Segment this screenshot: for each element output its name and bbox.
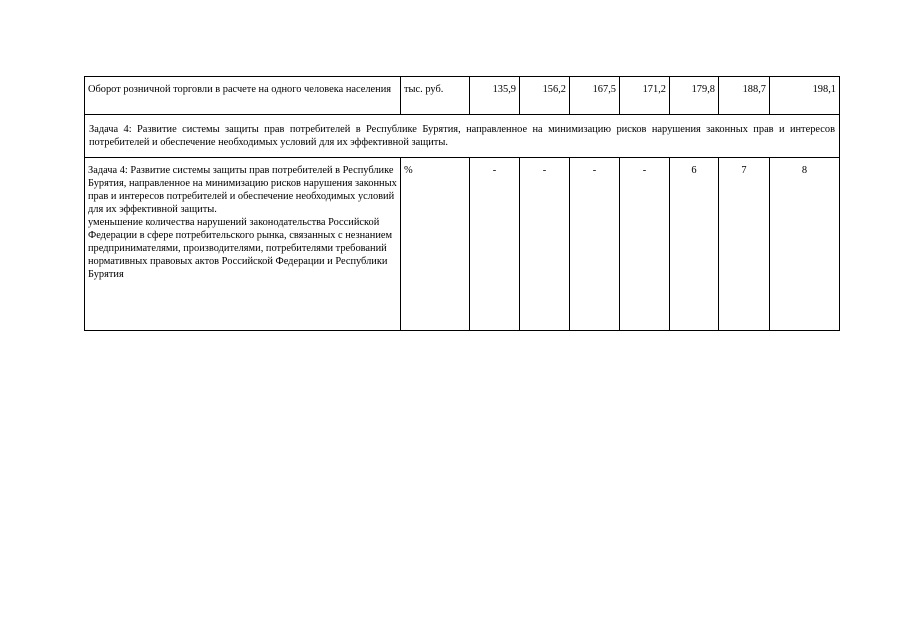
- value-cell: 171,2: [620, 77, 670, 115]
- indicators-table: [84, 76, 840, 331]
- value-cell: 179,8: [670, 77, 719, 115]
- value-cell: -: [470, 158, 520, 331]
- task-heading-cell: Задача 4: Развитие системы защиты прав потребителей в Республике Бурятия, направленное на минимизацию рисков нарушения законных прав и интересов потребителей и обеспечение необходимых условий для их эффективной защиты.: [85, 115, 840, 158]
- indicator-cell: [85, 158, 401, 331]
- table-row-retail-turnover: [85, 77, 840, 115]
- value-cell: -: [620, 158, 670, 331]
- value-cell: 7: [719, 158, 770, 331]
- unit-cell: %: [401, 158, 470, 331]
- value-cell: 188,7: [719, 77, 770, 115]
- value-cell: -: [570, 158, 620, 331]
- unit-cell: тыс. руб.: [401, 77, 470, 115]
- value-cell: 8: [770, 158, 840, 331]
- indicator-cell: Оборот розничной торговли в расчете на одного человека населения: [85, 77, 401, 115]
- task-text: Задача 4: Развитие системы защиты прав потребителей в Республике Бурятия, направленное на минимизацию рисков нарушения законных прав и интересов потребителей и обеспечение необходимых условий для их эффективной защиты.: [88, 165, 397, 215]
- value-cell: 167,5: [570, 77, 620, 115]
- value-cell: -: [520, 158, 570, 331]
- value-cell: 198,1: [770, 77, 840, 115]
- value-cell: 135,9: [470, 77, 520, 115]
- value-cell: 6: [670, 158, 719, 331]
- table-row-consumer-protection: [85, 158, 840, 331]
- table-row-task-heading: [85, 115, 840, 158]
- indicator-text: уменьшение количества нарушений законодательства Российской Федерации в сфере потребительского рынка, связанных с незнанием предпринимателями, производителями, потребителями требований нормативных правовых актов Российской Федерации и Республики Бурятия: [88, 217, 393, 280]
- value-cell: 156,2: [520, 77, 570, 115]
